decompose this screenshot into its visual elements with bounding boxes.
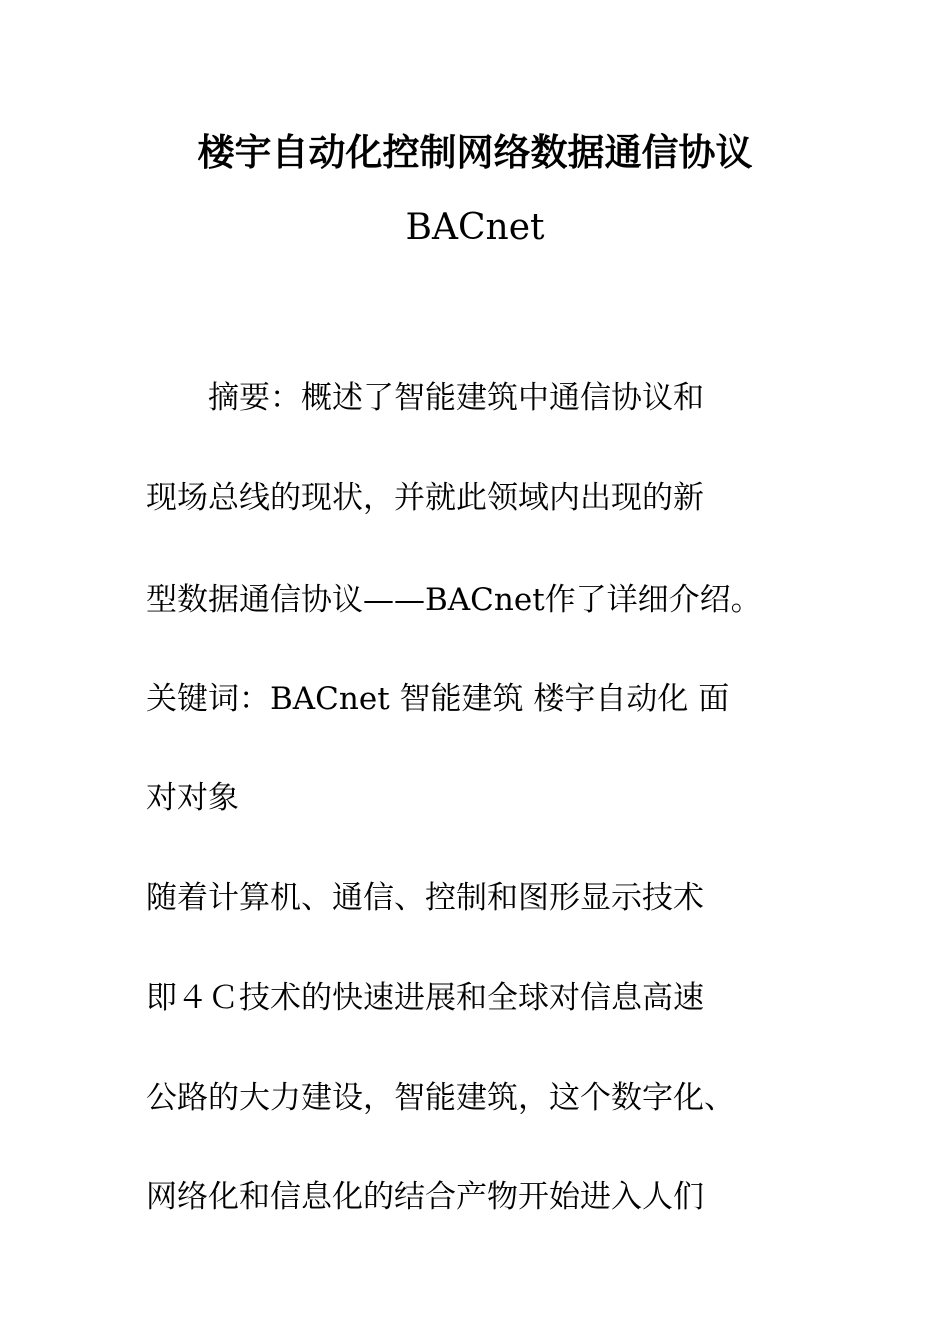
abstract-line-1: 摘要：概述了智能建筑中通信协议和 bbox=[146, 380, 704, 416]
paragraph-line-1: 随着计算机、通信、控制和图形显示技术 bbox=[146, 880, 704, 916]
abstract-line-3: 型数据通信协议——BACnet作了详细介绍。 bbox=[146, 582, 762, 618]
keywords-line-1: 关键词：BACnet 智能建筑 楼宇自动化 面 bbox=[146, 681, 730, 717]
paragraph-line-3: 公路的大力建设，智能建筑，这个数字化、 bbox=[146, 1080, 735, 1116]
keywords-line-2: 对对象 bbox=[146, 780, 239, 816]
document-title-subtitle: BACnet bbox=[405, 207, 545, 248]
paragraph-line-4: 网络化和信息化的结合产物开始进入人们 bbox=[146, 1179, 704, 1215]
paragraph-line-2: 即４Ｃ技术的快速进展和全球对信息高速 bbox=[146, 980, 704, 1016]
abstract-line-2: 现场总线的现状，并就此领域内出现的新 bbox=[146, 480, 704, 516]
document-title: 楼宇自动化控制网络数据通信协议 bbox=[197, 130, 753, 174]
